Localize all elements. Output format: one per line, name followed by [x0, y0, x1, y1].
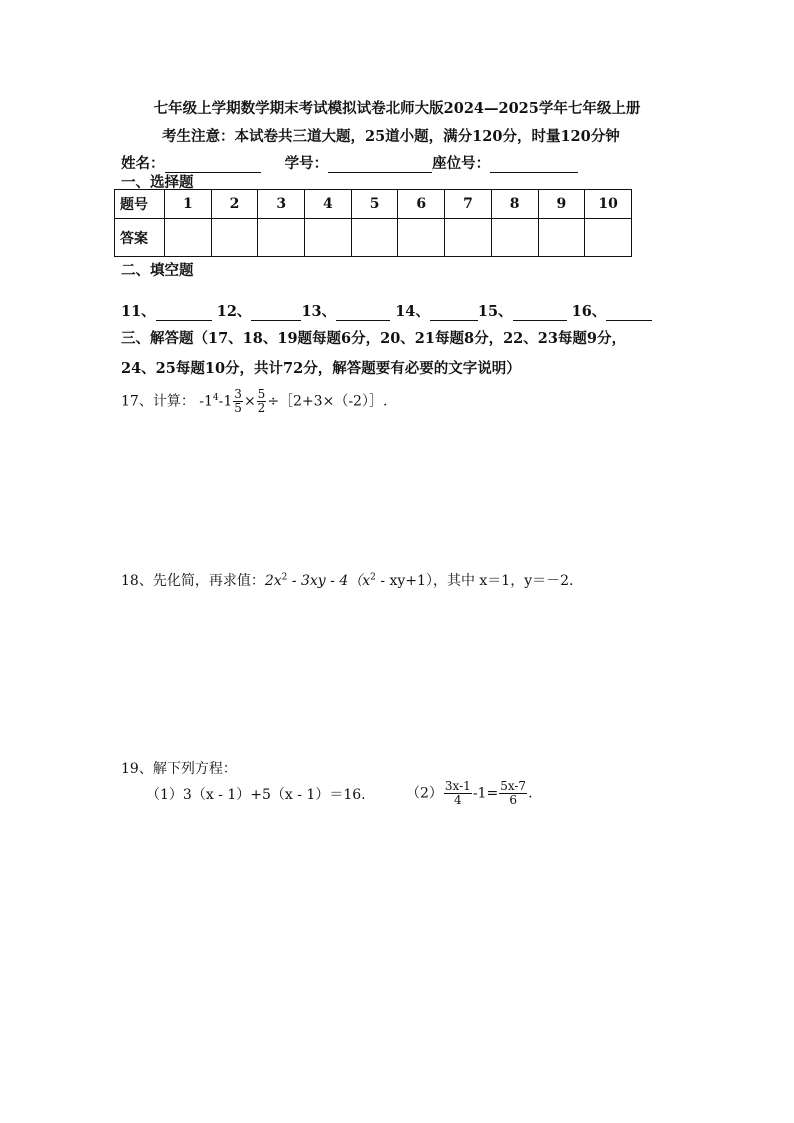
q17-label: 17、计算：: [121, 393, 195, 410]
blank-label: 12、: [216, 303, 252, 320]
blank-label: 15、: [477, 303, 513, 320]
question-19-label: 19、解下列方程：: [121, 761, 237, 777]
table-cell: 1: [165, 190, 212, 219]
answer-cell[interactable]: [351, 219, 398, 257]
question-19-part1: （1）3（x - 1）+5（x - 1）＝16.: [146, 787, 366, 803]
seat-label: 座位号：: [432, 155, 491, 172]
table-cell: 9: [538, 190, 585, 219]
q18-label: 18、先化简，再求值：: [121, 573, 265, 589]
table-cell: 2: [211, 190, 258, 219]
section3-heading-line2: 24、25每题10分，共计72分，解答题要有必要的文字说明）: [121, 360, 521, 377]
table-cell: 8: [491, 190, 538, 219]
question-18: [121, 570, 573, 590]
answer-cell[interactable]: [538, 219, 585, 257]
id-blank[interactable]: [328, 158, 432, 173]
answer-cell[interactable]: [445, 219, 492, 257]
answer-blank[interactable]: [156, 306, 212, 321]
q17-fraction-1: $\frac{3}{5}$: [234, 387, 242, 415]
table-cell: 5: [351, 190, 398, 219]
answer-cell[interactable]: [585, 219, 632, 257]
answer-blank[interactable]: [606, 306, 652, 321]
answer-row: [115, 219, 632, 257]
blank-label: 14、: [395, 303, 430, 320]
q17-fraction-2: $\frac{5}{2}$: [257, 387, 266, 415]
exam-title: 七年级上学期数学期末考试模拟试卷北师大版2024—2025学年七年级上册: [153, 100, 641, 117]
blank-label: 11、: [121, 303, 156, 320]
q18-expr-2: - 3xy - 4（x: [287, 573, 371, 589]
answer-cell[interactable]: [165, 219, 212, 257]
question-number-row: [115, 190, 632, 219]
answer-cell[interactable]: [211, 219, 258, 257]
q18-expr-1: 2x: [264, 573, 282, 589]
q18-expr-3: - xy+1），其中 x＝1，y＝－2.: [375, 573, 574, 589]
table-cell: 4: [305, 190, 352, 219]
seat-blank[interactable]: [490, 158, 578, 173]
q18-square-1: 2: [281, 572, 288, 583]
student-info-line: [121, 152, 578, 173]
q17-term-c: ÷［2+3×（-2）］.: [267, 393, 388, 410]
question-17: [121, 388, 387, 415]
blank-label: 13、: [301, 303, 337, 320]
exam-notice: 考生注意：本试卷共三道大题，25道小题，满分120分，时量120分钟: [162, 128, 620, 145]
q17-times: ×: [243, 393, 256, 410]
question-19-part2: （2） $\frac{3x-1}{4}$ -1= $\frac{5x-7}{6}$ .: [406, 779, 533, 807]
row-label-number: 题号: [115, 190, 165, 219]
answer-blank[interactable]: [513, 306, 567, 321]
answer-blank[interactable]: [336, 306, 390, 321]
answer-blank[interactable]: [251, 306, 301, 321]
answer-cell[interactable]: [491, 219, 538, 257]
answer-cell[interactable]: [258, 219, 305, 257]
fill-blank-line: [121, 300, 652, 321]
q19-fraction-1: $\frac{3x-1}{4}$: [444, 779, 471, 807]
section1-heading: 一、选择题: [121, 174, 194, 191]
id-label: 学号：: [284, 155, 329, 172]
answer-blank[interactable]: [430, 306, 478, 321]
table-cell: 6: [398, 190, 445, 219]
blank-label: 16、: [571, 303, 607, 320]
table-cell: 7: [445, 190, 492, 219]
answer-cell[interactable]: [398, 219, 445, 257]
section2-heading: 二、填空题: [121, 262, 194, 279]
answer-cell[interactable]: [305, 219, 352, 257]
table-cell: 10: [585, 190, 632, 219]
name-label: 姓名：: [121, 155, 165, 172]
q18-square-2: 2: [370, 572, 376, 583]
q17-exponent: 4: [212, 392, 219, 403]
row-label-answer: 答案: [115, 219, 165, 257]
q17-term-b: -1: [218, 393, 233, 410]
section3-heading-line1: 三、解答题（17、18、19题每题6分，20、21每题8分，22、23每题9分，: [121, 330, 627, 347]
q19-fraction-2: $\frac{5x-7}{6}$: [500, 779, 527, 807]
answer-table: [114, 189, 632, 257]
table-cell: 3: [258, 190, 305, 219]
q17-term-a: -1: [199, 393, 213, 410]
